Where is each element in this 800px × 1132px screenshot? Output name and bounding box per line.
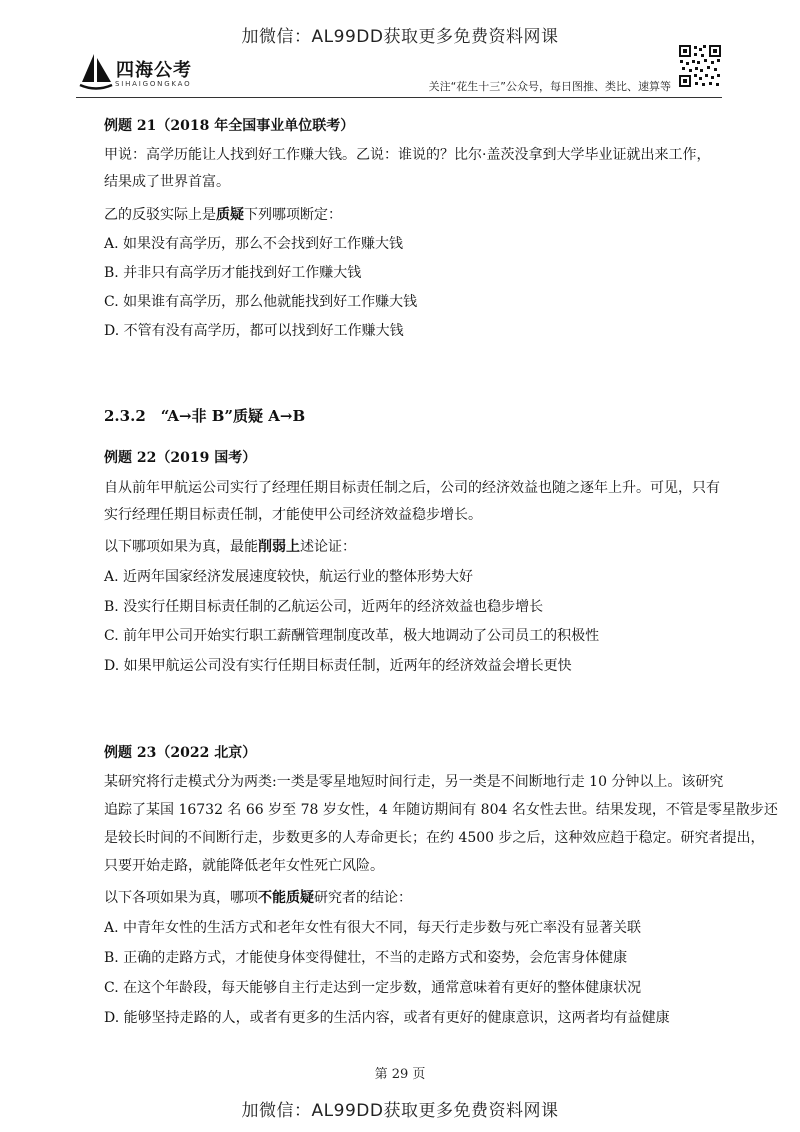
question-keyword: 削弱上: [258, 539, 300, 555]
qr-code-icon: [678, 44, 722, 88]
question-post: 述论证：: [300, 539, 356, 555]
example-22-stem-line2: 实行经理任期目标责任制，才能使甲公司经济效益稳步增长。: [104, 507, 482, 523]
header-rule: [76, 97, 722, 98]
example-21-stem-line2: 结果成了世界首富。: [104, 174, 230, 190]
question-pre: 以下哪项如果为真，最能: [104, 539, 258, 555]
watermark-bottom: 加微信：AL99DD获取更多免费资料网课: [241, 1101, 559, 1121]
question-pre: 以下各项如果为真，哪项: [104, 890, 258, 906]
example-22-question: [104, 537, 356, 557]
header-note: 关注“花生十三”公众号，每日图推、类比、速算等: [428, 80, 671, 93]
watermark-top: 加微信：AL99DD获取更多免费资料网课: [241, 27, 559, 47]
example-23-stem-line3: 是较长时间的不间断行走，步数更多的人寿命更长；在约 4500 步之后，这种效应趋于稳定。研究者提出，: [104, 830, 765, 846]
example-22-option-a: A. 近两年国家经济发展速度较快，航运行业的整体形势大好: [104, 569, 474, 585]
page-number: 第 29 页: [374, 1067, 426, 1082]
example-23-title: 例题 23（2022 北京）: [104, 745, 257, 761]
example-23-question: [104, 888, 412, 908]
example-21-option-c: C. 如果谁有高学历，那么他就能找到好工作赚大钱: [104, 294, 418, 310]
example-22-option-b: B. 没实行任期目标责任制的乙航运公司，近两年的经济效益也稳步增长: [104, 599, 544, 615]
example-23-stem-line4: 只要开始走路，就能降低老年女性死亡风险。: [104, 858, 384, 874]
question-pre: 乙的反驳实际上是: [104, 207, 216, 223]
example-21-option-d: D. 不管有没有高学历，都可以找到好工作赚大钱: [104, 323, 404, 339]
sail-logo-icon: [78, 52, 114, 92]
example-23-option-b: B. 正确的走路方式，才能使身体变得健壮，不当的走路方式和姿势，会危害身体健康: [104, 950, 628, 966]
example-23-option-a: A. 中青年女性的生活方式和老年女性有很大不同，每天行走步数与死亡率没有显著关联: [104, 920, 642, 936]
question-keyword: 不能质疑: [258, 890, 314, 906]
example-21-option-a: A. 如果没有高学历，那么不会找到好工作赚大钱: [104, 236, 404, 252]
example-21-question: [104, 205, 342, 225]
question-post: 研究者的结论：: [314, 890, 412, 906]
section-heading-2-3-2: 2.3.2 “A→非 B”质疑 A→B: [104, 407, 306, 425]
example-23-option-c: C. 在这个年龄段，每天能够自主行走达到一定步数，通常意味着有更好的整体健康状况: [104, 980, 642, 996]
example-21-option-b: B. 并非只有高学历才能找到好工作赚大钱: [104, 265, 362, 281]
example-22-title: 例题 22（2019 国考）: [104, 450, 257, 466]
logo-brand-text: 四海公考: [116, 60, 192, 81]
sihai-logo: [78, 52, 218, 96]
example-22-stem-line1: 自从前年甲航运公司实行了经理任期目标责任制之后，公司的经济效益也随之逐年上升。可见，只有: [104, 480, 720, 496]
question-post: 下列哪项断定：: [244, 207, 342, 223]
example-23-stem-line1: 某研究将行走模式分为两类:一类是零星地短时间行走，另一类是不间断地行走 10 分钟以上。该研究: [104, 774, 724, 790]
example-21-title: 例题 21（2018 年全国事业单位联考）: [104, 118, 355, 134]
example-23-stem-line2: 追踪了某国 16732 名 66 岁至 78 岁女性，4 年随访期间有 804 名女性去世。结果发现，不管是零星散步还: [104, 802, 778, 818]
question-keyword: 质疑: [216, 207, 244, 223]
example-22-option-c: C. 前年甲公司开始实行职工薪酬管理制度改革，极大地调动了公司员工的积极性: [104, 628, 600, 644]
example-21-stem-line1: 甲说：高学历能让人找到好工作赚大钱。乙说：谁说的？比尔·盖茨没拿到大学毕业证就出来工作，: [104, 147, 711, 163]
example-22-option-d: D. 如果甲航运公司没有实行任期目标责任制，近两年的经济效益会增长更快: [104, 658, 572, 674]
logo-brand-sub: SIHAIGONGKAO: [115, 80, 192, 88]
example-23-option-d: D. 能够坚持走路的人，或者有更多的生活内容，或者有更好的健康意识，这两者均有益健康: [104, 1010, 670, 1026]
